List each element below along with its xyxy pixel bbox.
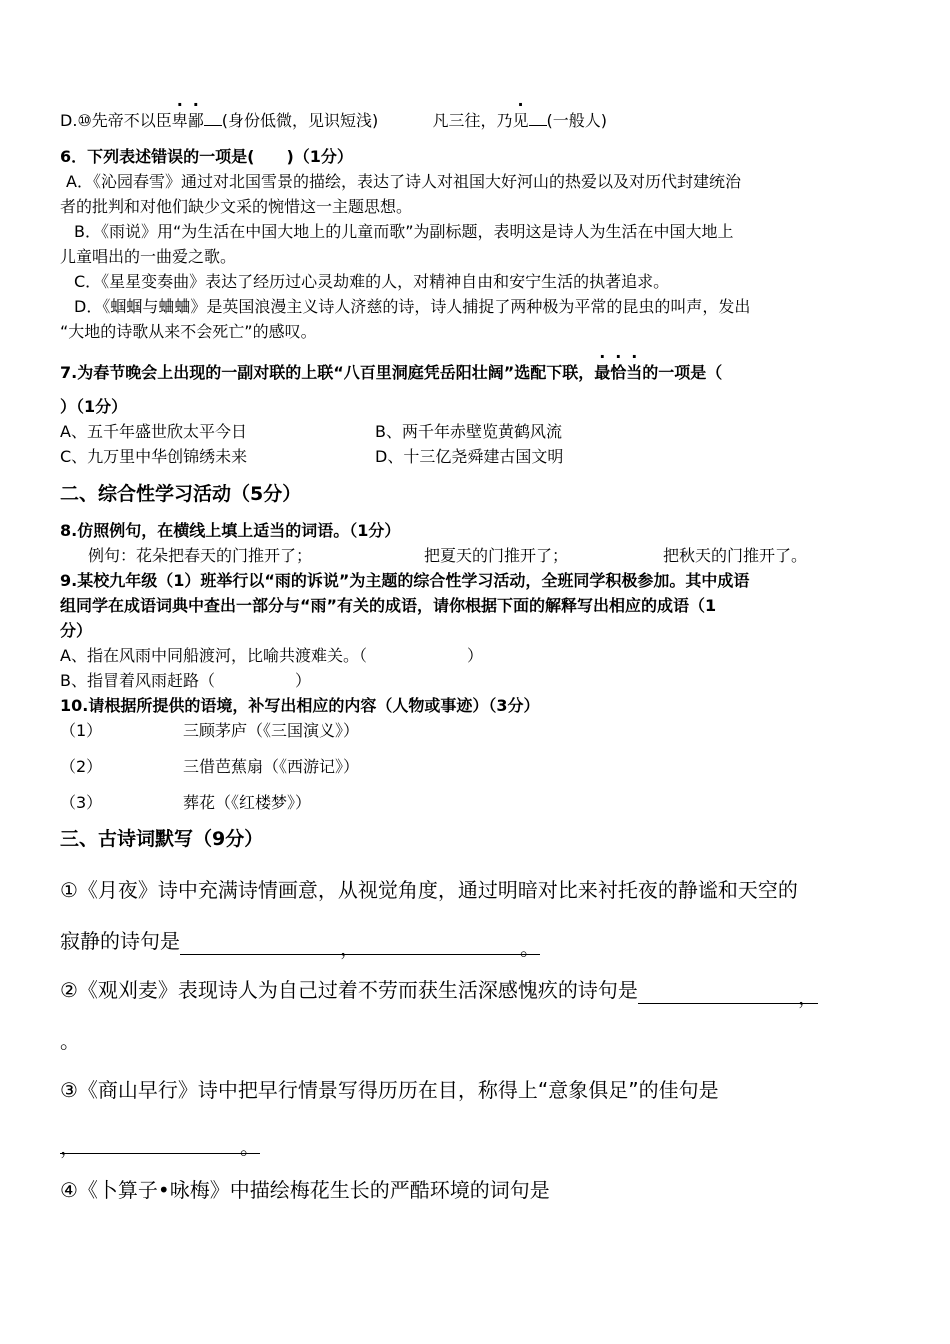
poem-2-comma: ， bbox=[797, 985, 818, 1009]
q7-stem-text: 7.为春节晚会上出现的一副对联的上联“八百里洞庭凭岳阳壮阔”选配下联， bbox=[60, 363, 595, 382]
q6-stem: 6．下列表述错误的一项是( )（1分） bbox=[60, 147, 353, 166]
q8-example-3: 把秋天的门推开了。 bbox=[663, 546, 808, 565]
q6-option-a-line1: A．《沁园春雪》通过对北国雪景的描绘，表达了诗人对祖国大好河山的热爱以及对历代封建统治 bbox=[66, 172, 741, 191]
q5-d-text-2: 凡三往，乃 bbox=[432, 111, 513, 130]
q9-b-text: B、指冒着风雨赶路（ bbox=[60, 671, 215, 690]
q7-stem-end: 的一项是（ bbox=[642, 363, 723, 382]
q7-option-d: D、十三亿尧舜建古国文明 bbox=[375, 447, 564, 466]
q7-stem bbox=[60, 362, 722, 384]
q9-option-b bbox=[60, 670, 311, 692]
q9-stem-line2: 组同学在成语词典中查出一部分与“雨”有关的成语，请你根据下面的解释写出相应的成语（1 bbox=[60, 596, 717, 615]
poem-1-prompt: 寂静的诗句是 bbox=[60, 929, 180, 953]
q5-d-dotted-char-1: 卑 bbox=[171, 111, 188, 130]
q8-example-2: 把夏天的门推开了； bbox=[424, 546, 569, 565]
q7-emphasis-1: 最 bbox=[594, 363, 611, 382]
q9-a-close: ） bbox=[466, 646, 483, 665]
q5-d-text: D.⑩先帝不以臣 bbox=[60, 111, 172, 130]
poem-2-line2: 。 bbox=[60, 1029, 80, 1053]
poem-1-line2 bbox=[60, 927, 540, 960]
q7-stem-line2: ）（1分） bbox=[60, 397, 128, 416]
q7-option-c: C、九万里中华创锦绣未来 bbox=[60, 447, 248, 466]
section-2-title: 二、综合性学习活动（5分） bbox=[60, 483, 302, 505]
q10-stem: 10.请根据所提供的语境，补写出相应的内容（人物或事迹）（3分） bbox=[60, 696, 540, 715]
q7-option-a: A、五千年盛世欣太平今日 bbox=[60, 422, 247, 441]
poem-4-line1: ④《卜算子•咏梅》中描绘梅花生长的严酷环境的词句是 bbox=[60, 1178, 550, 1202]
section-3-title: 三、古诗词默写（9分） bbox=[60, 828, 264, 850]
q6-option-d-line2: “大地的诗歌从来不会死亡”的感叹。 bbox=[60, 322, 317, 341]
q10-item-1-num: （1） bbox=[60, 721, 103, 740]
q10-item-2-num: （2） bbox=[60, 757, 103, 776]
poem-3-line1: ③《商山早行》诗中把早行情景写得历历在目，称得上“意象俱足”的佳句是 bbox=[60, 1078, 719, 1102]
poem-1-comma: ， bbox=[340, 936, 360, 960]
q6-option-a-line2: 者的批判和对他们缺少文采的惋惜这一主题思想。 bbox=[60, 197, 413, 216]
q9-option-a bbox=[60, 645, 483, 667]
q5-d-explanation-1: (身份低微，见识短浅) bbox=[221, 111, 379, 130]
q9-a-text: A、指在风雨中同船渡河，比喻共渡难关。（ bbox=[60, 646, 367, 665]
poem-1-line1: ①《月夜》诗中充满诗情画意，从视觉角度，通过明暗对比来衬托夜的静谧和天空的 bbox=[60, 878, 798, 902]
poem-2-line1 bbox=[60, 976, 818, 1009]
q9-stem-line3: 分） bbox=[60, 621, 93, 640]
poem-1-period: 。 bbox=[520, 936, 540, 960]
q10-item-3-text: 葬花（《红楼梦》） bbox=[183, 793, 312, 812]
q6-option-d-line1: D．《蝈蝈与蛐蛐》是英国浪漫主义诗人济慈的诗，诗人捕捉了两种极为平常的昆虫的叫声，发出 bbox=[74, 297, 751, 316]
q5-option-d bbox=[60, 110, 607, 132]
q7-emphasis-2: 恰 bbox=[610, 363, 627, 382]
q10-item-3-num: （3） bbox=[60, 793, 103, 812]
q9-stem-line1: 9.某校九年级（1）班举行以“雨的诉说”为主题的综合性学习活动，全班同学积极参加。其中成语 bbox=[60, 571, 750, 590]
q5-d-dotted-char-3: 见 bbox=[512, 111, 529, 130]
q6-option-c: C．《星星变奏曲》表达了经历过心灵劫难的人，对精神自由和安宁生活的执著追求。 bbox=[74, 272, 670, 291]
q5-d-explanation-2: (一般人) bbox=[546, 111, 608, 130]
q6-option-b-line2: 儿童唱出的一曲爱之歌。 bbox=[60, 247, 237, 266]
q7-option-b: B、两千年赤壁览黄鹤风流 bbox=[375, 422, 562, 441]
q7-emphasis-3: 当 bbox=[626, 363, 643, 382]
poem-3-period: 。 bbox=[240, 1135, 260, 1159]
q10-item-1-text: 三顾茅庐（《三国演义》） bbox=[183, 721, 360, 740]
poem-2-blank-1[interactable] bbox=[638, 983, 798, 1004]
q6-option-b-line1: B．《雨说》用“为生活在中国大地上的儿童而歌”为副标题，表明这是诗人为生活在中国大地上 bbox=[74, 222, 734, 241]
poem-3-comma: ， bbox=[60, 1135, 80, 1159]
poem-3-blank-1[interactable] bbox=[80, 1133, 240, 1154]
q9-b-close: ） bbox=[294, 671, 311, 690]
poem-3-line2 bbox=[60, 1126, 260, 1159]
poem-1-blank-2[interactable] bbox=[360, 934, 520, 955]
poem-1-blank-1[interactable] bbox=[180, 934, 340, 955]
q8-stem: 8.仿照例句，在横线上填上适当的词语。（1分） bbox=[60, 521, 401, 540]
q5-d-blank-2[interactable] bbox=[529, 113, 547, 126]
q10-item-2-text: 三借芭蕉扇（《西游记》） bbox=[183, 757, 360, 776]
q8-example-1: 例句：花朵把春天的门推开了； bbox=[88, 546, 313, 565]
q5-d-blank-1[interactable] bbox=[204, 113, 222, 126]
poem-2-prompt: ②《观刈麦》表现诗人为自己过着不劳而获生活深感愧疚的诗句是 bbox=[60, 978, 638, 1002]
q5-d-dotted-char-2: 鄙 bbox=[187, 111, 204, 130]
